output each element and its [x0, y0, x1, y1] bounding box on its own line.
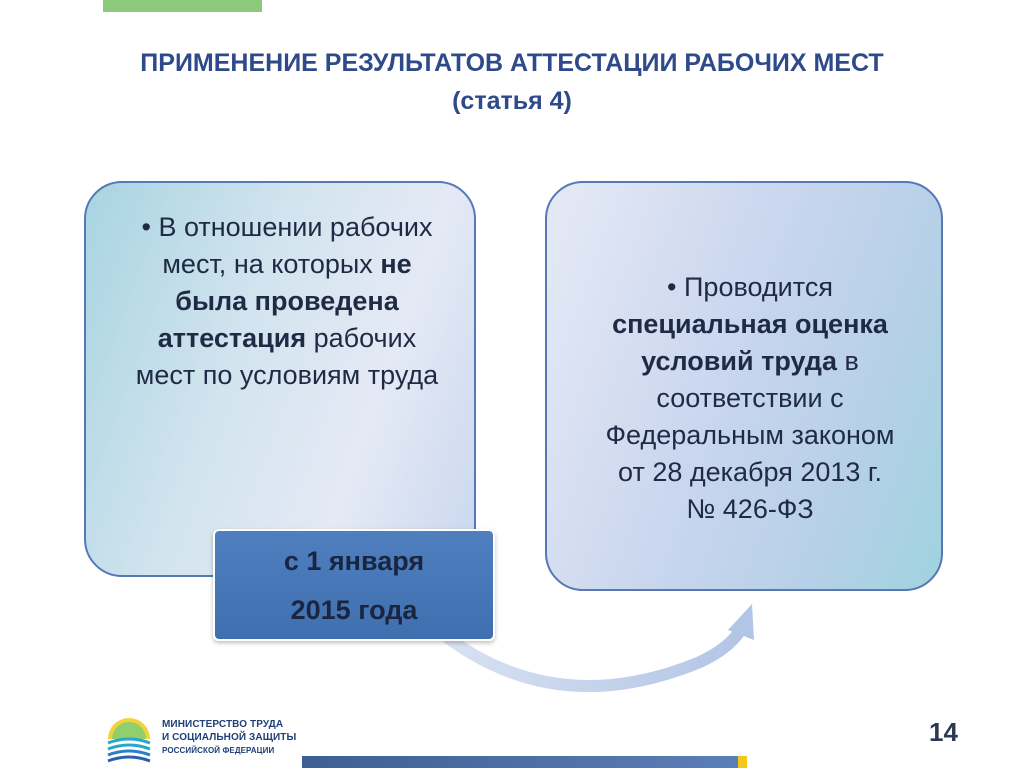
title-line-sub: (статья 4) [452, 87, 572, 115]
right-card-bold-text: специальная оценка условий труда [612, 309, 888, 376]
title-line-main: ПРИМЕНЕНИЕ РЕЗУЛЬТАТОВ АТТЕСТАЦИИ РАБОЧИХ МЕСТ [140, 49, 884, 77]
ministry-name-line-3: РОССИЙСКОЙ ФЕДЕРАЦИИ [162, 746, 275, 755]
ministry-name-line-1: МИНИСТЕРСТВО ТРУДА [162, 719, 284, 730]
bullet-marker: • [141, 212, 151, 242]
law-date-text: от 28 декабря 2013 г. [618, 457, 882, 487]
effective-date-line-2: 2015 года [290, 595, 418, 625]
ministry-name [162, 718, 296, 757]
bullet-marker: • [667, 272, 677, 302]
ministry-logo-icon [104, 713, 154, 763]
right-card-text-middle: в соответствии с Федеральным законом [605, 346, 895, 450]
footer-bar-accent [738, 756, 747, 768]
ministry-name-line-2: И СОЦИАЛЬНОЙ ЗАЩИТЫ [162, 732, 297, 743]
footer-bar [302, 756, 738, 768]
effective-date-box [213, 529, 495, 641]
left-card-text-start: В отношении рабочих мест, на которых [158, 212, 433, 279]
right-card-text-start: Проводится [684, 272, 833, 302]
left-card-text-end: рабочих мест по условиям труда [135, 323, 439, 390]
effective-date-line-1: с 1 января [283, 546, 425, 576]
left-card-bold-text: не была проведена аттестация [157, 249, 412, 353]
page-number: 14 [929, 717, 958, 747]
law-number-text: № 426-ФЗ [686, 494, 814, 524]
